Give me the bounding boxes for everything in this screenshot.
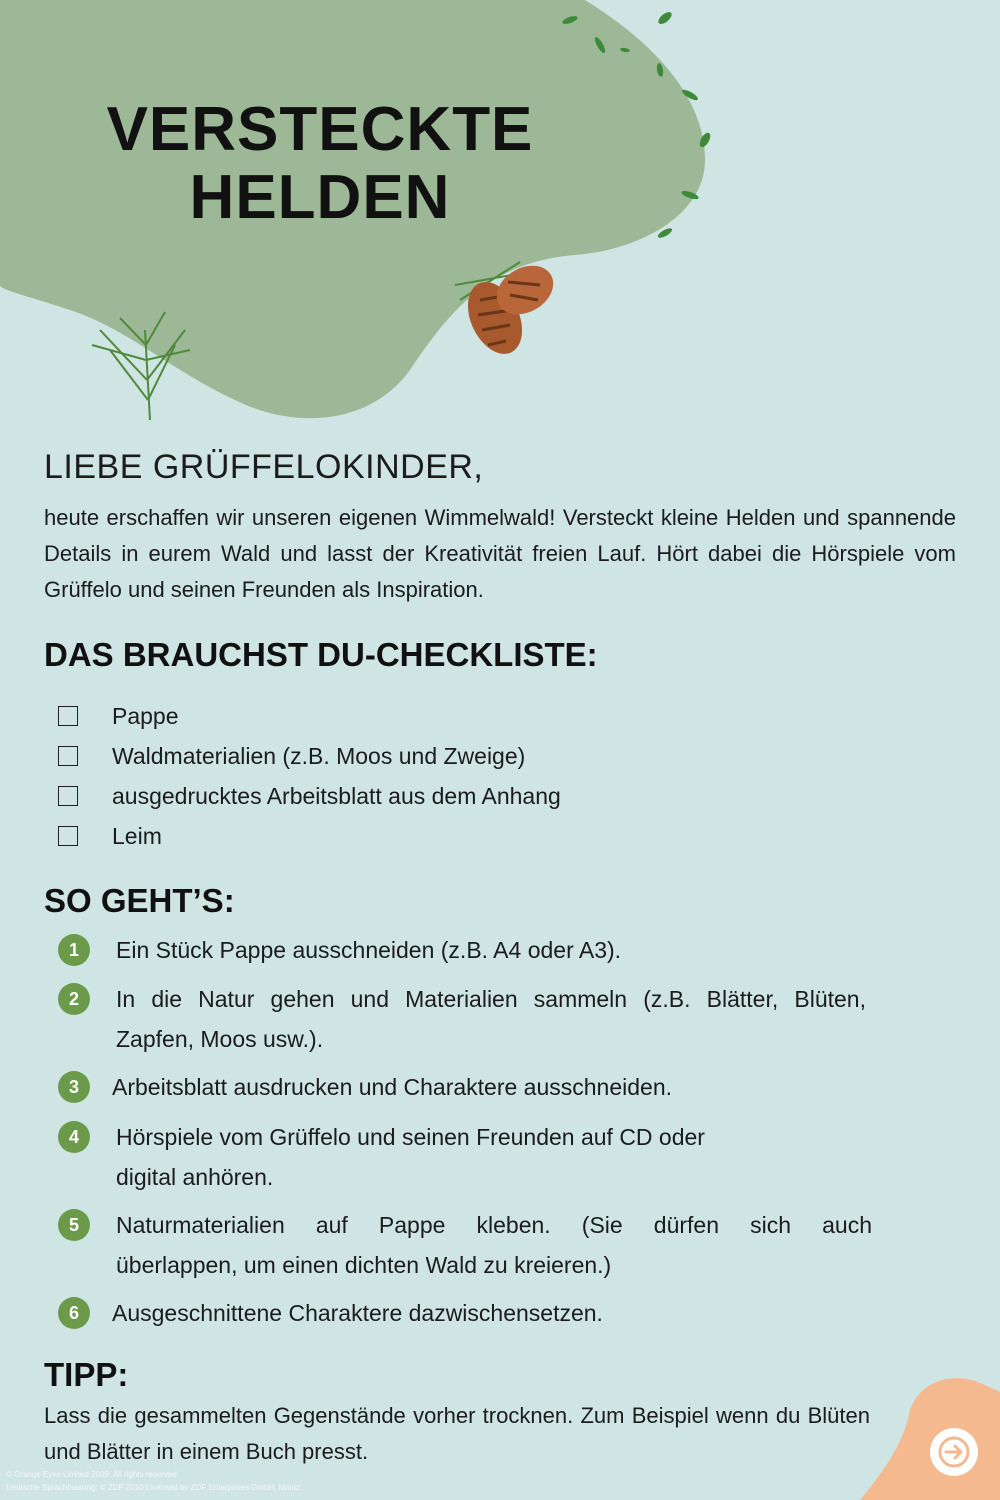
copyright-line-2: Deutsche Sprachfassung: © ZDF 2010 Licensed by ZDF Enterprises GmbH, Mainz (6, 1483, 301, 1492)
step-text-line-1: Hörspiele vom Grüffelo und seinen Freunden auf CD oder (116, 1124, 705, 1150)
tip-text: Lass die gesammelten Gegenstände vorher trocknen. Zum Beispiel wenn du Blüten und Blätter in einem Buch presst. (44, 1403, 870, 1464)
step-item (58, 1067, 672, 1107)
step-text-line-2: überlappen, um einen dichten Wald zu kreieren.) (116, 1252, 612, 1278)
steps-heading: SO GEHT’S: (44, 882, 235, 919)
checkbox[interactable] (58, 826, 78, 846)
step-text-line-1: In die Natur gehen und Materialien sammeln (z.B. Blätter, Blüten, (116, 986, 866, 1012)
checklist-item-label: Pappe (112, 702, 179, 729)
checklist-heading: DAS BRAUCHST DU-CHECKLISTE: (44, 636, 598, 673)
title-line-1: VERSTECKTE (106, 95, 534, 164)
step-number: 6 (58, 1297, 90, 1329)
title-line-2: HELDEN (189, 163, 451, 232)
checklist-item (58, 696, 561, 736)
step-number: 4 (58, 1121, 90, 1153)
step-number: 2 (58, 983, 90, 1015)
step-text: Arbeitsblatt ausdrucken und Charaktere ausschneiden. (112, 1074, 673, 1100)
step-text: Ausgeschnittene Charaktere dazwischensetzen. (112, 1300, 603, 1326)
step-item (58, 1117, 705, 1197)
arrow-right-icon (937, 1435, 971, 1469)
intro-text: heute erschaffen wir unseren eigenen Wimmelwald! Versteckt kleine Helden und spannende Details in eurem Wald und lasst der Kreativität freien Lauf. Hört dabei die Hörspiele vom Grüffelo und seinen Freunden als Inspiration. (44, 505, 956, 602)
step-item (58, 1205, 872, 1285)
checkbox[interactable] (58, 786, 78, 806)
copyright-line-1: © Orange Eyes Limited 2009. All rights reserved (6, 1470, 177, 1479)
next-button[interactable] (930, 1428, 978, 1476)
checklist-item (58, 736, 561, 776)
checklist (58, 696, 561, 856)
step-item (58, 1293, 603, 1333)
step-number: 3 (58, 1071, 90, 1103)
step-number: 1 (58, 934, 90, 966)
checklist-item-label: Leim (112, 822, 162, 849)
checklist-item-label: ausgedrucktes Arbeitsblatt aus dem Anhang (112, 782, 561, 809)
step-text-line-2: digital anhören. (116, 1164, 274, 1190)
step-item (58, 930, 621, 970)
step-item (58, 979, 866, 1059)
greeting: LIEBE GRÜFFELOKINDER, (44, 448, 484, 486)
checklist-item (58, 816, 561, 856)
step-text-line-1: Naturmaterialien auf Pappe kleben. (Sie dürfen sich auch (116, 1212, 872, 1238)
step-text-line-2: Zapfen, Moos usw.). (116, 1026, 324, 1052)
checkbox[interactable] (58, 706, 78, 726)
checklist-item-label: Waldmaterialien (z.B. Moos und Zweige) (112, 742, 526, 769)
checklist-item (58, 776, 561, 816)
corner-decor (860, 1378, 1000, 1500)
step-number: 5 (58, 1209, 90, 1241)
page-title (60, 96, 580, 232)
checkbox[interactable] (58, 746, 78, 766)
copyright (6, 1468, 300, 1494)
step-text: Ein Stück Pappe ausschneiden (z.B. A4 oder A3). (116, 937, 622, 963)
tip-heading: TIPP: (44, 1356, 129, 1393)
